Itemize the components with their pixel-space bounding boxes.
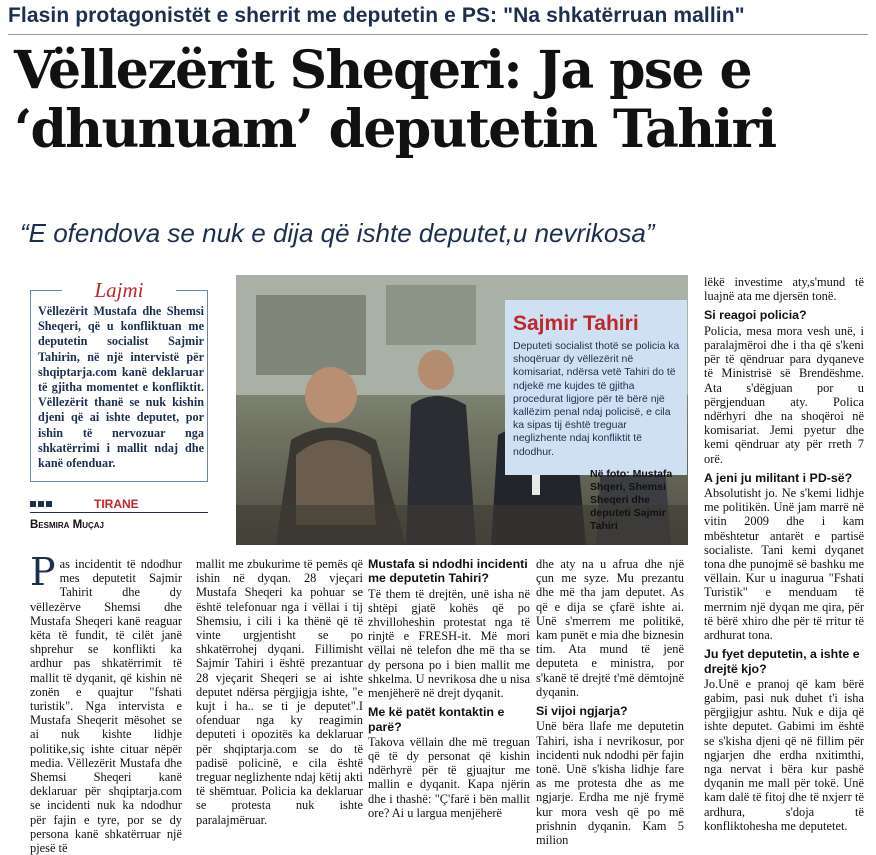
byline: Besmira Muçaj [30,519,104,531]
summary-text: Vëllezërit Mustafa dhe Shemsi Sheqeri, që u konfliktuan me deputetin socialist Sajmir Tahirin, në një intervistë për shqiptarja.com kanë deklaruar të gjitha momentet e konfliktit. Vëllezërit thanë se nuk kishin djeni që ai ishte deputet, por ishin të nervozuar nga shkatërrimi i mallit ndaj dhe kanë ofenduar. [38,304,204,471]
caption-text: Mustafa Shqeri, Shemsi Sheqeri dhe deputeti Sajmir Tahiri [590,468,673,532]
interview-question: A jeni ju militant i PD-së? [704,470,853,485]
interview-answer: dhe aty na u afrua dhe një çun me syze. Mu prezantu dhe më tha jam deputet. As që e dija se çfarë ishte ai. Unë s'merrem me politikë, kam punët e mia dhe biznesin tim. Ata mund të jenë deputeta e ministra, por s'kanë të drejtë t'më dëmtojnë dyqanin. [536,557,684,699]
drop-cap: P [30,550,56,594]
byline-divider [30,512,208,513]
article-column-3 [368,557,530,820]
article-column-5 [704,275,864,833]
interview-answer: Të them të drejtën, unë isha në shtëpi gjatë kohës që po zhvilloheshin protestat nga të rinjtë e FRESH-it. Më mori vëllai në telefon dhe më tha se dy persona po i bien mallit me shkelma. U nevrikosa dhe u nisa menjëherë në drejt dyqanit. [368,586,530,701]
kicker: Flasin protagonistët e sherrit me deputetin e PS: "Na shkatërruan mallin" [8,4,745,27]
interview-question: Ju fyet deputetin, a ishte e drejtë kjo? [704,647,860,676]
article-column-4 [536,557,684,847]
interview-answer: Unë bëra llafe me deputetin Tahiri, isha i nevrikosur, por incidenti nuk ndodhi për fajin tonë. Unë s'kisha lidhje fare as me protesta dhe as me ngjarje. Erdha me një frymë kur mora vesh që po më prishnin dyqanin. Kam 5 milion [536,719,684,847]
interview-answer: Absolutisht jo. Ne s'kemi lidhje me politikën. Unë jam marrë në vitin 2009 dhe i kam mbështetur antarët e partisë socialiste. Tani kemi dyqanet tona dhe punojmë së bashku me vëllain. Kur u inagurua "Fshati Turistik" e menduam të merrnim një dyqan me qira, për të bërë xhiro dhe për të rritur të ardhurat tona. [704,486,864,643]
square-bullet-icon [46,501,52,507]
dateline [30,495,208,512]
interview-question: Si vijoi ngjarja? [536,704,628,719]
article-column-2 [196,557,363,827]
article-column-1 [30,550,182,855]
caption-label: Në foto: [590,468,630,480]
article-text: mallit me zbukurime të pemës që ishin në dyqan. 28 vjeçari Mustafa Sheqeri ka pohuar se është telefonuar nga i vëllai i tij Shemsiu, i cili i ka thënë që të vinte urgjentisht se po shkatërrohej dyqani. Fillimisht Sajmir Tahiri i është prezantuar 28 vjeçarit Sheqeri se ai ishte deputet ndërsa përgjigja ishte, "e kujt i ha.. se ti je deputet".I ofenduar nga ky reagimin deputeti i opozitës ka deklaruar për shqiptarja.com se do të padisë policinë, e cila është treguar neglizhente ndaj këtij akti të shëmtuar. Policia ka deklaruar se protesta nuk ishte paralajmëruar. [196,557,363,827]
headline-line-2: ‘dhunuam’ deputetin Tahiri [14,99,776,160]
photo-caption [590,468,686,533]
headline-line-1: Vëllezërit Sheqeri: Ja pse e [14,40,751,101]
interview-answer: Takova vëllain dhe më treguan që të dy personat që kishin ndërhyrë për të gjuajtur me mallin e dyqanit. Kapa njërin dhe i thashë: "Ç'farë i bën mallit ore? Ai u largua menjëherë [368,734,530,820]
infobox-name: Sajmir Tahiri [513,312,639,335]
square-bullet-icon [38,501,44,507]
interview-question: Mustafa si ndodhi incidenti me deputetin Tahiri? [368,557,528,586]
deck-quote: “E ofendova se nuk e dija që ishte deputet,u nevrikosa” [20,218,655,248]
interview-answer: Jo.Unë e pranoj që kam bërë gabim, pasi nuk duhet t'i isha përgjigjur ashtu. Nuk e dija që ishte deputet. Gabimi im është se s'kisha djeni që në fillim për ngjarjen dhe erdha nxitimthi, nga nervat i bëra kur pashë dyqanin me mall për tokë. Unë kam dalë të fitoj dhe të nxjerr të ardhura, s'doja të konfliktohesha me deputetet. [704,676,864,833]
summary-box-label: Lajmi [62,278,176,302]
interview-answer: Policia, mesa mora vesh unë, i paralajmëroi dhe i tha që s'keni për të qëndruar para dyqaneve të Ministrisë së Brendëshme. Ata s'dëgjuan por u përgjenduan aty. Polica ndërhyri dhe na shoqëroi në komisariat. Jemi pyetur dhe kemi qëndruar aty për rreth 7 orë. [704,323,864,466]
dateline-place: TIRANE [94,497,139,512]
interview-question: Si reagoi policia? [704,308,807,323]
article-text: as incidentit të ndodhur mes deputetit Sajmir Tahirit dhe dy vëllezërve Shemsi dhe Mustafa Sheqeri kanë reaguar këta të fundit, të cilët janë shprehur se konflikti ka ardhur pas shkatërrimit të mallit të dyqanit, që kishin në zonën e quajtur "fshati turistik". Nga intervista e Mustafa Sheqerit mësohet se ai nuk kishte lidhje politike,siç ishte cituar nëpër media. Vëllezërit Mustafa dhe Shemsi Sheqeri kanë deklaruar për shqiptarja.com se incidenti nuk ka ndodhur për fajin e tyre, por se dy persona kanë shkatërruar një pjesë të [30,557,182,855]
interview-answer: lëkë investime aty,s'mund të luajnë ata me djersën tonë. [704,275,864,304]
interview-question: Me kë patët kontaktin e parë? [368,705,505,734]
headline [14,41,866,159]
kicker-divider [8,34,868,35]
infobox-text: Deputeti socialist thotë se policia ka shoqëruar dy vëllezërit në komisariat, ndërsa vetë Tahiri do të ndjekë me kujdes të gjitha procedurat ligjore për të bërë një kallëzim penal ndaj policisë, e cila ka sipas tij është treguar neglizhente ndaj konfliktit të ndodhur. [513,340,680,458]
square-bullet-icon [30,501,36,507]
